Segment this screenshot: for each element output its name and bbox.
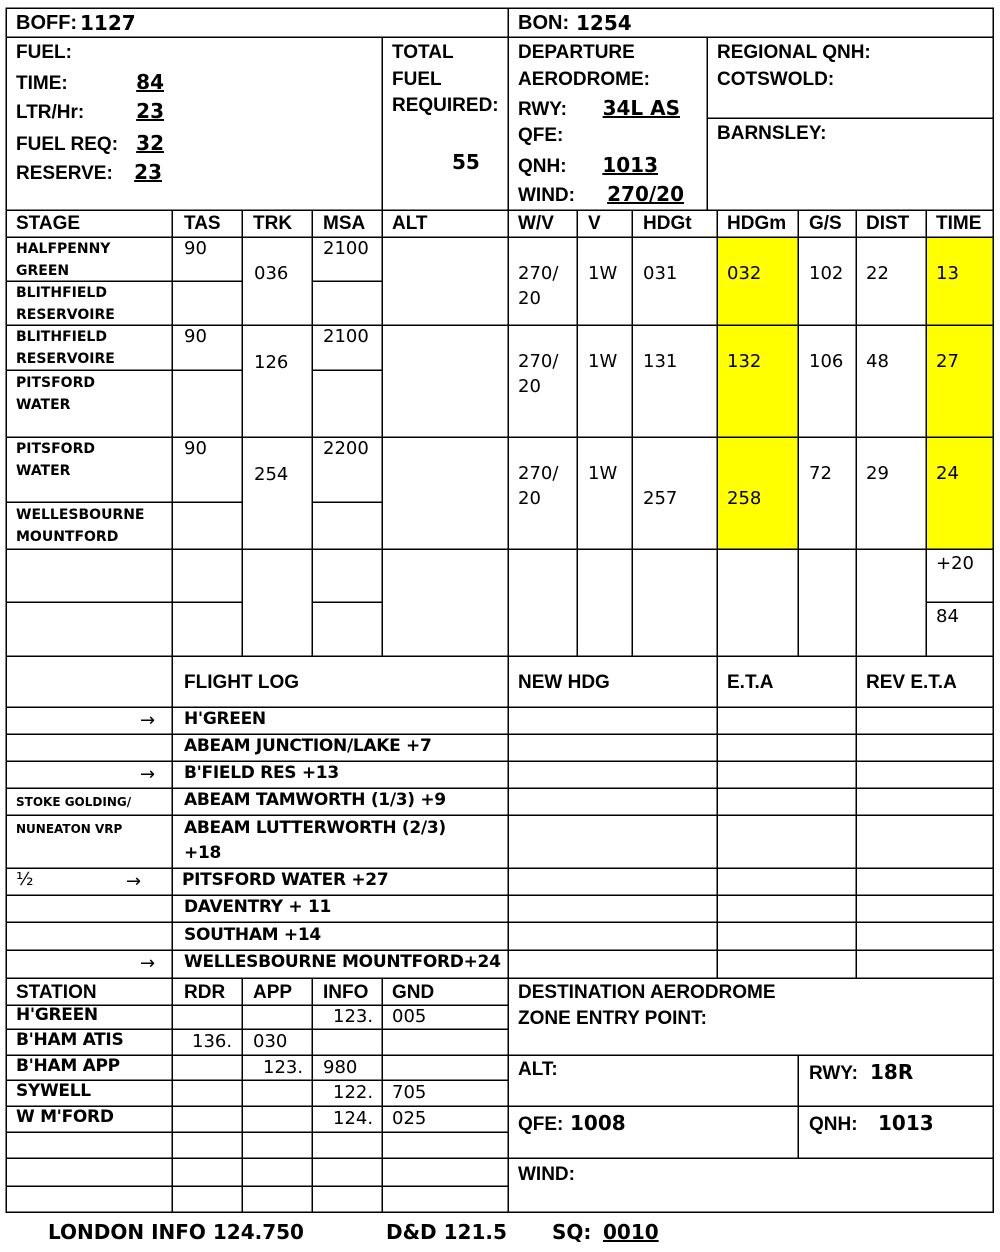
station-name-1: H'GREEN bbox=[16, 1005, 98, 1025]
station-col-gnd: GND bbox=[392, 982, 435, 1003]
leg1-hdgm: 032 bbox=[727, 263, 762, 284]
footer-dd: D&D 121.5 bbox=[386, 1220, 507, 1244]
log-left-4: STOKE GOLDING/ bbox=[16, 795, 132, 809]
leg1-msa: 2100 bbox=[323, 238, 369, 259]
regional-qnh-label: REGIONAL QNH: bbox=[717, 42, 871, 63]
station-col-rdr: RDR bbox=[184, 982, 226, 1003]
leg2-from-2: RESERVOIRE bbox=[16, 351, 115, 367]
log-arrow-3: → bbox=[140, 764, 156, 785]
leg1-v: 1W bbox=[588, 263, 618, 284]
leg1-from-2: GREEN bbox=[16, 263, 70, 279]
station-info-4: 122. bbox=[333, 1082, 374, 1103]
col-wv: W/V bbox=[518, 213, 554, 234]
col-stage: STAGE bbox=[16, 213, 81, 234]
rwy-label: RWY: bbox=[518, 99, 567, 120]
leg3-from-1: PITSFORD bbox=[16, 441, 95, 457]
log-entry-5b: +18 bbox=[184, 843, 222, 863]
qnh-label: QNH: bbox=[518, 156, 567, 177]
col-dist: DIST bbox=[866, 213, 910, 234]
station-name-2: B'HAM ATIS bbox=[16, 1030, 124, 1050]
bon-value: 1254 bbox=[576, 11, 632, 35]
dest-qnh-label: QNH: bbox=[809, 1114, 858, 1135]
flight-log-header: FLIGHT LOG bbox=[184, 672, 300, 693]
col-hdgm: HDGm bbox=[727, 213, 787, 234]
station-name-4: SYWELL bbox=[16, 1081, 91, 1101]
zone-entry-label: ZONE ENTRY POINT: bbox=[518, 1008, 707, 1029]
leg3-time: 24 bbox=[936, 463, 959, 484]
leg2-trk: 126 bbox=[254, 352, 289, 373]
rev-eta-header: REV E.T.A bbox=[866, 672, 957, 693]
leg2-wv-1: 270/ bbox=[518, 351, 559, 372]
leg3-hdgm: 258 bbox=[727, 488, 762, 509]
leg2-v: 1W bbox=[588, 351, 618, 372]
fuel-reserve-value: 23 bbox=[134, 160, 162, 184]
time-total: 84 bbox=[936, 606, 959, 627]
leg3-msa: 2200 bbox=[323, 438, 369, 459]
station-col-station: STATION bbox=[16, 982, 97, 1003]
station-gnd-4: 705 bbox=[392, 1082, 427, 1103]
log-entry-5: ABEAM LUTTERWORTH (2/3) bbox=[184, 818, 446, 838]
log-arrow-9: → bbox=[140, 953, 156, 974]
log-entry-1: H'GREEN bbox=[184, 709, 266, 729]
leg3-tas: 90 bbox=[184, 438, 207, 459]
leg2-time: 27 bbox=[936, 351, 959, 372]
fuel-ltr-value: 23 bbox=[136, 99, 164, 123]
footer-sq-value: 0010 bbox=[603, 1220, 659, 1244]
station-gnd-5: 025 bbox=[392, 1108, 427, 1129]
leg1-tas: 90 bbox=[184, 238, 207, 259]
footer-sq-label: SQ: bbox=[552, 1220, 592, 1244]
col-msa: MSA bbox=[323, 213, 366, 234]
fuel-req-value: 32 bbox=[136, 131, 164, 155]
departure-label-2: AERODROME: bbox=[518, 69, 650, 90]
station-rdr-2: 136. bbox=[192, 1031, 233, 1052]
leg2-from-1: BLITHFIELD bbox=[16, 329, 107, 345]
station-gnd-1: 005 bbox=[392, 1006, 427, 1027]
log-left-5: NUNEATON VRP bbox=[16, 822, 123, 836]
leg1-wv-2: 20 bbox=[518, 288, 541, 309]
log-entry-3: B'FIELD RES +13 bbox=[184, 763, 339, 783]
footer-london-info: LONDON INFO 124.750 bbox=[48, 1220, 304, 1244]
col-alt: ALT bbox=[392, 213, 428, 234]
col-gs: G/S bbox=[809, 213, 842, 234]
leg1-from-1: HALFPENNY bbox=[16, 241, 111, 257]
col-hdgt: HDGt bbox=[643, 213, 692, 234]
leg2-hdgt: 131 bbox=[643, 351, 678, 372]
leg2-hdgm: 132 bbox=[727, 351, 762, 372]
fuel-req-label: FUEL REQ: bbox=[16, 134, 119, 155]
fuel-time-value: 84 bbox=[136, 70, 164, 94]
boff-label: BOFF: bbox=[16, 12, 78, 34]
total-fuel-value: 55 bbox=[452, 150, 480, 174]
col-v: V bbox=[588, 213, 601, 234]
qnh-value: 1013 bbox=[602, 153, 658, 177]
total-fuel-label-1: TOTAL bbox=[392, 42, 454, 63]
qfe-label: QFE: bbox=[518, 125, 564, 146]
leg1-time: 13 bbox=[936, 263, 959, 284]
leg1-wv-1: 270/ bbox=[518, 263, 559, 284]
leg2-wv-2: 20 bbox=[518, 376, 541, 397]
leg3-to-2: MOUNTFORD bbox=[16, 529, 119, 545]
leg3-gs: 72 bbox=[809, 463, 832, 484]
col-trk: TRK bbox=[253, 213, 293, 234]
leg2-to-1: PITSFORD bbox=[16, 375, 95, 391]
leg2-dist: 48 bbox=[866, 351, 889, 372]
dest-wind-label: WIND: bbox=[518, 1164, 575, 1185]
dest-alt-label: ALT: bbox=[518, 1059, 558, 1080]
destination-title: DESTINATION AERODROME bbox=[518, 982, 776, 1003]
log-entry-7: DAVENTRY + 11 bbox=[184, 897, 332, 917]
leg1-to-2: RESERVOIRE bbox=[16, 307, 115, 323]
station-name-3: B'HAM APP bbox=[16, 1056, 120, 1076]
leg3-to-1: WELLESBOURNE bbox=[16, 507, 145, 523]
fuel-time-label: TIME: bbox=[16, 73, 68, 94]
leg1-gs: 102 bbox=[809, 263, 844, 284]
log-entry-9: WELLESBOURNE MOUNTFORD+24 bbox=[184, 952, 501, 972]
wind-label: WIND: bbox=[518, 185, 575, 206]
leg1-hdgt: 031 bbox=[643, 263, 678, 284]
col-time: TIME bbox=[936, 213, 982, 234]
station-app-3: 123. bbox=[263, 1057, 304, 1078]
leg3-from-2: WATER bbox=[16, 463, 71, 479]
leg3-wv-2: 20 bbox=[518, 488, 541, 509]
dest-rwy-label: RWY: bbox=[809, 1063, 858, 1084]
leg2-to-2: WATER bbox=[16, 397, 71, 413]
fuel-ltr-label: LTR/Hr: bbox=[16, 102, 85, 123]
station-col-app: APP bbox=[253, 982, 293, 1003]
leg2-msa: 2100 bbox=[323, 326, 369, 347]
log-arrow-1: → bbox=[140, 710, 156, 731]
bon-label: BON: bbox=[518, 12, 570, 34]
leg1-dist: 22 bbox=[866, 263, 889, 284]
station-col-info: INFO bbox=[323, 982, 369, 1003]
station-name-5: W M'FORD bbox=[16, 1107, 114, 1127]
time-extra: +20 bbox=[936, 553, 974, 574]
boff-value: 1127 bbox=[80, 11, 136, 35]
leg2-tas: 90 bbox=[184, 326, 207, 347]
leg1-to-1: BLITHFIELD bbox=[16, 285, 107, 301]
leg3-trk: 254 bbox=[254, 464, 289, 485]
departure-label-1: DEPARTURE bbox=[518, 42, 635, 63]
log-entry-6: PITSFORD WATER +27 bbox=[182, 870, 389, 890]
leg1-trk: 036 bbox=[254, 263, 289, 284]
station-info-1: 123. bbox=[333, 1006, 374, 1027]
total-fuel-label-3: REQUIRED: bbox=[392, 95, 499, 116]
leg3-v: 1W bbox=[588, 463, 618, 484]
barnsley-label: BARNSLEY: bbox=[717, 123, 827, 144]
eta-header: E.T.A bbox=[727, 672, 774, 693]
fuel-title: FUEL: bbox=[16, 42, 72, 63]
total-fuel-label-2: FUEL bbox=[392, 69, 442, 90]
dest-rwy-value: 18R bbox=[870, 1060, 914, 1084]
wind-value: 270/20 bbox=[607, 182, 684, 206]
new-hdg-header: NEW HDG bbox=[518, 672, 610, 693]
leg2-gs: 106 bbox=[809, 351, 844, 372]
rwy-value: 34L AS bbox=[602, 96, 680, 120]
log-entry-8: SOUTHAM +14 bbox=[184, 925, 321, 945]
station-info-3: 980 bbox=[323, 1057, 358, 1078]
dest-qnh-value: 1013 bbox=[878, 1111, 934, 1135]
leg3-wv-1: 270/ bbox=[518, 463, 559, 484]
col-tas: TAS bbox=[184, 213, 221, 234]
dest-qfe-label: QFE: bbox=[518, 1114, 564, 1135]
log-arrow-6: → bbox=[126, 871, 142, 892]
station-info-5: 124. bbox=[333, 1108, 374, 1129]
log-entry-2: ABEAM JUNCTION/LAKE +7 bbox=[184, 736, 432, 756]
cotswold-label: COTSWOLD: bbox=[717, 69, 835, 90]
leg3-dist: 29 bbox=[866, 463, 889, 484]
leg3-hdgt: 257 bbox=[643, 488, 678, 509]
fuel-reserve-label: RESERVE: bbox=[16, 163, 113, 184]
dest-qfe-value: 1008 bbox=[570, 1111, 626, 1135]
log-entry-4: ABEAM TAMWORTH (1/3) +9 bbox=[184, 790, 446, 810]
station-app-2: 030 bbox=[253, 1031, 288, 1052]
log-left-6: ½ bbox=[16, 869, 34, 890]
